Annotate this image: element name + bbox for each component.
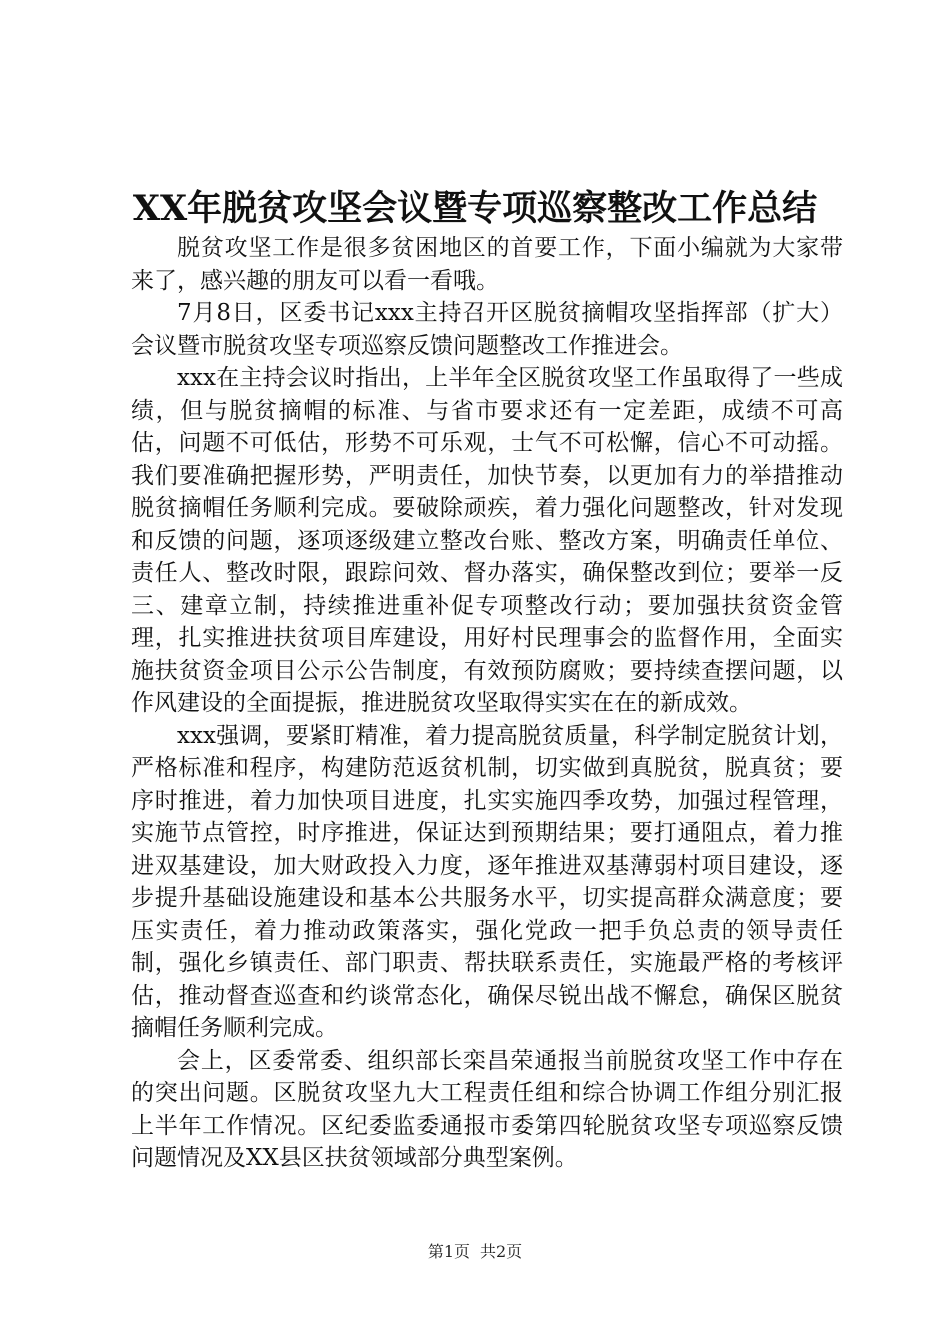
paragraph-intro: 脱贫攻坚工作是很多贫困地区的首要工作，下面小编就为大家带来了，感兴趣的朋友可以看一看哦。 — [131, 235, 843, 294]
document-title: XX年脱贫攻坚会议暨专项巡察整改工作总结 — [132, 188, 818, 229]
paragraph-reports: 会上，区委常委、组织部长栾昌荣通报当前脱贫攻坚工作中存在的突出问题。区脱贫攻坚九大工程责任组和综合协调工作组分别汇报上半年工作情况。区纪委监委通报市委第四轮脱贫攻坚专项巡察反馈问题情况及XX县区扶贫领域部分典型案例。 — [131, 1047, 843, 1171]
paragraph-meeting: 7月8日，区委书记xxx主持召开区脱贫摘帽攻坚指挥部（扩大）会议暨市脱贫攻坚专项巡察反馈问题整改工作推进会。 — [131, 300, 843, 359]
page-footer — [0, 1240, 950, 1264]
page-number: 第1页 — [427, 1242, 470, 1261]
document-body — [131, 232, 843, 1175]
paragraph-remarks: xxx在主持会议时指出，上半年全区脱贫攻坚工作虽取得了一些成绩，但与脱贫摘帽的标准、与省市要求还有一定差距，成绩不可高估，问题不可低估，形势不可乐观，士气不可松懈，信心不可动摇。我们要准确把握形势，严明责任，加快节奏，以更加有力的举措推动脱贫摘帽任务顺利完成。要破除顽疾，着力强化问题整改，针对发现和反馈的问题，逐项逐级建立整改台账、整改方案，明确责任单位、责任人、整改时限，跟踪问效、督办落实，确保整改到位；要举一反三、建章立制，持续推进重补促专项整改行动；要加强扶贫资金管理，扎实推进扶贫项目库建设，用好村民理事会的监督作用，全面实施扶贫资金项目公示公告制度，有效预防腐败；要持续查摆问题，以作风建设的全面提振，推进脱贫攻坚取得实实在在的新成效。 — [131, 365, 843, 716]
page-total: 共2页 — [480, 1242, 523, 1261]
paragraph-emphasis: xxx强调，要紧盯精准，着力提高脱贫质量，科学制定脱贫计划，严格标准和程序，构建防范返贫机制，切实做到真脱贫，脱真贫；要序时推进，着力加快项目进度，扎实实施四季攻势，加强过程管理，实施节点管控，时序推进，保证达到预期结果；要打通阻点，着力推进双基建设，加大财政投入力度，逐年推进双基薄弱村项目建设，逐步提升基础设施建设和基本公共服务水平，切实提高群众满意度；要压实责任，着力推动政策落实，强化党政一把手负总责的领导责任制，强化乡镇责任、部门职责、帮扶联系责任，实施最严格的考核评估，推动督查巡查和约谈常态化，确保尽锐出战不懈怠，确保区脱贫摘帽任务顺利完成。 — [131, 722, 843, 1041]
